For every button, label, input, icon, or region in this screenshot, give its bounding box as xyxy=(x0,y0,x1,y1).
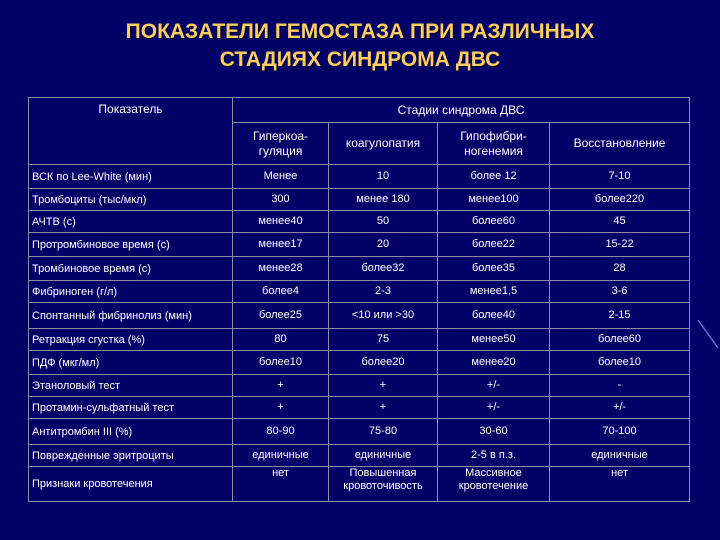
cell-stage-3: Массивное кровотечение xyxy=(438,467,550,502)
table-row xyxy=(29,189,690,211)
cell-stage-1: более10 xyxy=(233,351,329,375)
cell-stage-4: 15-22 xyxy=(550,233,690,257)
cell-stage-3: менее1,5 xyxy=(438,281,550,303)
table-row xyxy=(29,397,690,419)
cell-stage-1: + xyxy=(233,397,329,419)
cell-stage-3: 30-60 xyxy=(438,419,550,445)
slide-title-line-2: СТАДИЯХ СИНДРОМА ДВС xyxy=(219,48,501,71)
table-row xyxy=(29,351,690,375)
cell-stage-3: менее20 xyxy=(438,351,550,375)
row-label: ПДФ (мкг/мл) xyxy=(29,351,233,375)
table-row xyxy=(29,281,690,303)
table-row xyxy=(29,467,690,502)
cell-stage-3: более 12 xyxy=(438,165,550,189)
row-label: Этаноловый тест xyxy=(29,375,233,397)
cell-stage-4: единичные xyxy=(550,445,690,467)
cell-stage-2: Повышенная кровоточивость xyxy=(329,467,438,502)
cell-stage-4: 70-100 xyxy=(550,419,690,445)
row-label: Ретракция сгустка (%) xyxy=(29,329,233,351)
slide-title-line-1: ПОКАЗАТЕЛИ ГЕМОСТАЗА ПРИ РАЗЛИЧНЫХ xyxy=(125,20,595,43)
cell-stage-1: менее28 xyxy=(233,257,329,281)
cell-stage-2: 20 xyxy=(329,233,438,257)
row-label: Антитромбин III (%) xyxy=(29,419,233,445)
stage-header-4: Восстановление xyxy=(550,123,690,165)
cell-stage-1: Менее xyxy=(233,165,329,189)
cell-stage-2: 50 xyxy=(329,211,438,233)
cell-stage-4: - xyxy=(550,375,690,397)
cell-stage-4: +/- xyxy=(550,397,690,419)
cell-stage-3: +/- xyxy=(438,397,550,419)
cell-stage-1: 80 xyxy=(233,329,329,351)
table-row xyxy=(29,419,690,445)
cell-stage-4: 7-10 xyxy=(550,165,690,189)
row-label: Поврежденные эритроциты xyxy=(29,445,233,467)
cell-stage-4: более10 xyxy=(550,351,690,375)
row-label: Признаки кровотечения xyxy=(29,467,233,502)
cell-stage-4: 28 xyxy=(550,257,690,281)
row-label: Протромбиновое время (с) xyxy=(29,233,233,257)
row-label: АЧТВ (с) xyxy=(29,211,233,233)
cell-stage-1: нет xyxy=(233,467,329,502)
cell-stage-3: более60 xyxy=(438,211,550,233)
cell-stage-1: 80-90 xyxy=(233,419,329,445)
cell-stage-4: 2-15 xyxy=(550,303,690,329)
cell-stage-1: менее17 xyxy=(233,233,329,257)
row-label: Тромбиновое время (с) xyxy=(29,257,233,281)
cell-stage-4: более60 xyxy=(550,329,690,351)
header-row-top xyxy=(29,98,690,123)
table-row xyxy=(29,445,690,467)
table-row xyxy=(29,165,690,189)
cell-stage-1: + xyxy=(233,375,329,397)
row-label: Фибриноген (г/л) xyxy=(29,281,233,303)
stages-header: Стадии синдрома ДВС xyxy=(233,98,690,123)
table-row xyxy=(29,211,690,233)
stage-header-2: коагулопатия xyxy=(329,123,438,165)
cell-stage-3: менее100 xyxy=(438,189,550,211)
cell-stage-3: более35 xyxy=(438,257,550,281)
cell-stage-1: 300 xyxy=(233,189,329,211)
cell-stage-3: более22 xyxy=(438,233,550,257)
row-label: Тромбоциты (тыс/мкл) xyxy=(29,189,233,211)
cell-stage-2: 10 xyxy=(329,165,438,189)
cell-stage-2: 2-3 xyxy=(329,281,438,303)
cell-stage-2: менее 180 xyxy=(329,189,438,211)
table-body xyxy=(29,98,690,502)
cell-stage-2: + xyxy=(329,375,438,397)
cell-stage-3: 2-5 в п.з. xyxy=(438,445,550,467)
cell-stage-4: нет xyxy=(550,467,690,502)
cell-stage-4: 3-6 xyxy=(550,281,690,303)
row-label: Спонтанный фибринолиз (мин) xyxy=(29,303,233,329)
cell-stage-1: единичные xyxy=(233,445,329,467)
table-row xyxy=(29,303,690,329)
cell-stage-2: 75-80 xyxy=(329,419,438,445)
row-label: Протамин-сульфатный тест xyxy=(29,397,233,419)
cell-stage-1: более25 xyxy=(233,303,329,329)
stage-header-3: Гипофибри- ногенемия xyxy=(438,123,550,165)
cell-stage-3: более40 xyxy=(438,303,550,329)
cell-stage-2: <10 или >30 xyxy=(329,303,438,329)
cell-stage-1: менее40 xyxy=(233,211,329,233)
cell-stage-2: 75 xyxy=(329,329,438,351)
table-row xyxy=(29,233,690,257)
cell-stage-3: +/- xyxy=(438,375,550,397)
table-row xyxy=(29,375,690,397)
cell-stage-4: более220 xyxy=(550,189,690,211)
row-label: ВСК по Lee-White (мин) xyxy=(29,165,233,189)
cell-stage-1: более4 xyxy=(233,281,329,303)
cell-stage-3: менее50 xyxy=(438,329,550,351)
slide-title xyxy=(40,18,680,74)
cell-stage-2: более32 xyxy=(329,257,438,281)
table-row xyxy=(29,257,690,281)
cell-stage-2: более20 xyxy=(329,351,438,375)
cell-stage-2: единичные xyxy=(329,445,438,467)
hemostasis-table xyxy=(28,97,690,502)
cell-stage-4: 45 xyxy=(550,211,690,233)
cell-stage-2: + xyxy=(329,397,438,419)
indicator-header: Показатель xyxy=(29,98,233,165)
corner-decoration-icon xyxy=(696,318,720,352)
stage-header-1: Гиперкоа- гуляция xyxy=(233,123,329,165)
table-row xyxy=(29,329,690,351)
